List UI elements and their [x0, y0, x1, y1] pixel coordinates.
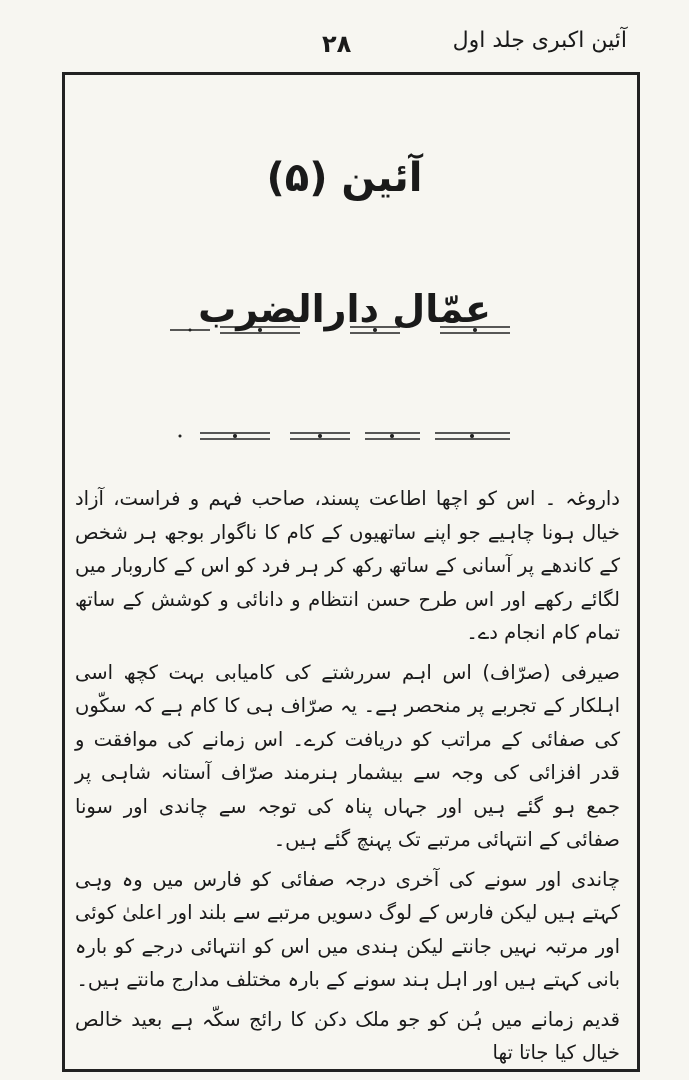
ornamental-rule-bottom: [150, 428, 520, 444]
page-number: ۲۸: [322, 30, 352, 58]
running-head: آئین اکبری جلد اول: [452, 28, 627, 53]
body-text: [75, 482, 620, 1076]
section-title: عمّال دارالضرب: [198, 287, 491, 331]
paragraph-hun: قدیم زمانے میں ہُن کو جو ملک دکن کا رائج سکّہ ہے بعید خالص خیال کیا جاتا تھا: [75, 1007, 620, 1064]
paragraph-sairafi: صیرفی (صرّاف) اس اہم سررشتے کی کامیابی بہت کچھ اسی اہلکار کے تجربے پر منحصر ہے۔ یہ صرّاف ہی کا کام ہے کہ سکّوں کی صفائی کے مراتب کو دریافت کرے۔ اس زمانے کی موافقت و قدر افزائی کی وجہ سے بیشمار ہنرمند صرّاف آستانہ شاہی پر جمع ہو گئے ہیں اور جہاں پناہ کی توجہ سے چاندی اور سونا صفائی کے انتہائی مرتبے تک پہنچ گئے ہیں۔: [75, 660, 620, 851]
paragraph-chandi-sona: چاندی اور سونے کی آخری درجہ صفائی کو فارس میں وہ وہی کہتے ہیں لیکن فارس کے لوگ دسویں مرتبے سے بلند اور اعلیٰ کوئی اور مرتبہ نہیں جانتے لیکن ہندی میں اس کو انتہائی درجے کو بارہ بانی کہتے ہیں اور اہل ہند سونے کے بارہ مختلف مدارج مانتے ہیں۔: [75, 867, 620, 991]
chapter-title: آئین (۵): [266, 155, 423, 201]
paragraph-daroga: داروغہ ۔ اس کو اچھا اطاعت پسند، صاحب فہم و فراست، آزاد خیال ہونا چاہیے جو اپنے ساتھیوں کے کام کا ناگوار بوجھ ہر شخص کے کاندھے پر آسانی کے ساتھ رکھ کر ہر فرد کو اس کے کاروبار میں لگائے رکھے اور اس طرح حسن انتظام و دانائی و کوشش کے ساتھ تمام کام انجام دے۔: [75, 487, 620, 644]
